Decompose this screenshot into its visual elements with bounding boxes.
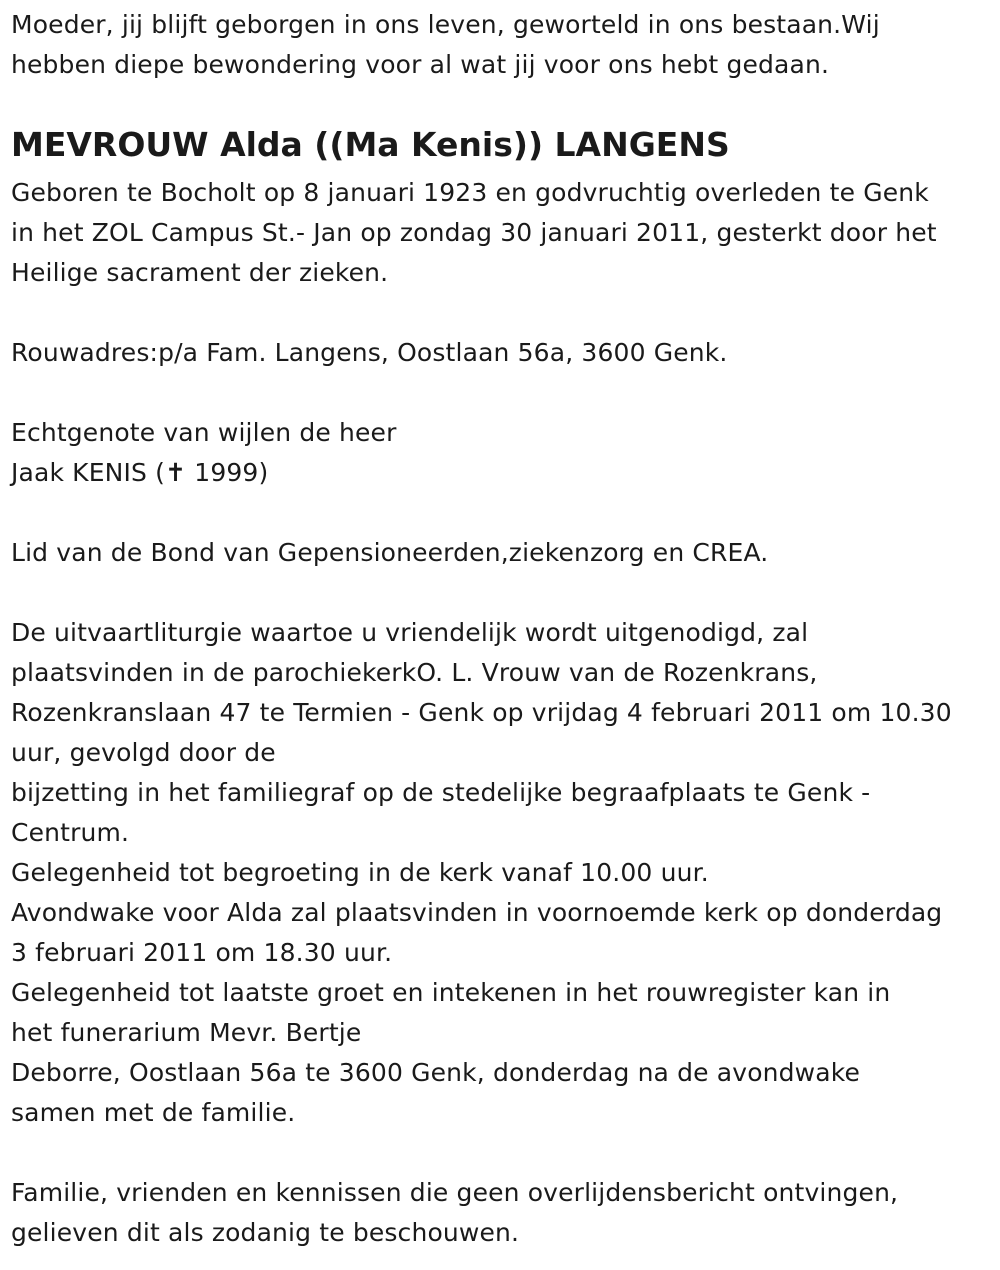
funeral-line: Avondwake voor Alda zal plaatsvinden in voornoemde kerk op donderdag	[11, 898, 943, 927]
mourning-address: Rouwadres:p/a Fam. Langens, Oostlaan 56a, 3600 Genk.	[11, 338, 728, 367]
obituary-title	[11, 125, 730, 165]
intro-line: hebben diepe bewondering voor al wat jij voor ons hebt gedaan.	[11, 50, 830, 79]
funeral-line: Centrum.	[11, 818, 130, 847]
funeral-line: Gelegenheid tot laatste groet en intekenen in het rouwregister kan in	[11, 978, 891, 1007]
funeral-line: 3 februari 2011 om 18.30 uur.	[11, 938, 393, 967]
funeral-line: het funerarium Mevr. Bertje	[11, 1018, 362, 1047]
birth-death-line: Geboren te Bocholt op 8 januari 1923 en godvruchtig overleden te Genk	[11, 178, 929, 207]
closing-line: gelieven dit als zodanig te beschouwen.	[11, 1218, 520, 1247]
spacer	[11, 573, 952, 613]
birth-death-paragraph	[11, 173, 952, 293]
funeral-line: Gelegenheid tot begroeting in de kerk vanaf 10.00 uur.	[11, 858, 709, 887]
funeral-paragraph	[11, 613, 952, 1133]
funeral-line: plaatsvinden in de parochiekerkO. L. Vrouw van de Rozenkrans,	[11, 658, 818, 687]
funeral-line: bijzetting in het familiegraf op de stedelijke begraafplaats te Genk -	[11, 778, 871, 807]
intro-quote	[11, 5, 880, 85]
funeral-line: Rozenkranslaan 47 te Termien - Genk op vrijdag 4 februari 2011 om 10.30	[11, 698, 952, 727]
spouse-line: Jaak KENIS (✝ 1999)	[11, 458, 269, 487]
spacer	[11, 493, 952, 533]
membership-line: Lid van de Bond van Gepensioneerden,ziekenzorg en CREA.	[11, 538, 769, 567]
closing-paragraph	[11, 1173, 952, 1253]
funeral-line: De uitvaartliturgie waartoe u vriendelijk wordt uitgenodigd, zal	[11, 618, 809, 647]
intro-line: Moeder, jij blijft geborgen in ons leven, geworteld in ons bestaan.Wij	[11, 10, 880, 39]
funeral-line: samen met de familie.	[11, 1098, 296, 1127]
spouse-line: Echtgenote van wijlen de heer	[11, 418, 397, 447]
funeral-line: uur, gevolgd door de	[11, 738, 276, 767]
birth-death-line: Heilige sacrament der zieken.	[11, 258, 389, 287]
birth-death-line: in het ZOL Campus St.- Jan op zondag 30 januari 2011, gesterkt door het	[11, 218, 937, 247]
funeral-line: Deborre, Oostlaan 56a te 3600 Genk, donderdag na de avondwake	[11, 1058, 860, 1087]
spacer	[11, 373, 952, 413]
spacer	[11, 293, 952, 333]
spouse-paragraph	[11, 413, 952, 493]
spacer	[11, 1133, 952, 1173]
closing-line: Familie, vrienden en kennissen die geen overlijdensbericht ontvingen,	[11, 1178, 899, 1207]
deceased-name-heading: MEVROUW Alda ((Ma Kenis)) LANGENS	[11, 125, 730, 164]
obituary-body	[11, 173, 952, 1253]
